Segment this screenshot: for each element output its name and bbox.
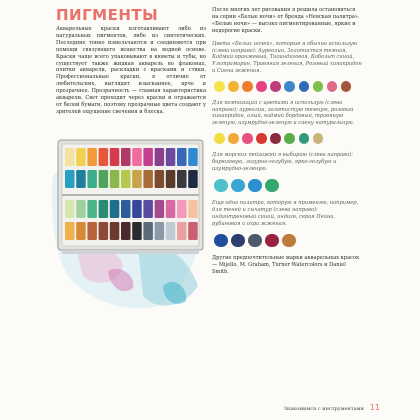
footer-section-title: Знакомимся с инструментами bbox=[283, 406, 364, 412]
paint-pan bbox=[110, 148, 120, 166]
color-swatch bbox=[228, 81, 239, 92]
left-column bbox=[56, 26, 206, 116]
paint-pan bbox=[121, 148, 131, 166]
paint-pan bbox=[132, 148, 142, 166]
paint-pan bbox=[155, 222, 165, 240]
caption-flowers: Для композиций с цветами я использую (слева направо): ауреолин, золотистую темную, розовый хинакридон, алый, кадмий бордовый, травяную зеленую, изумрудно-зеленую и сиену натуральную. bbox=[212, 99, 355, 127]
paint-pan bbox=[132, 170, 142, 188]
paint-pan bbox=[87, 148, 97, 166]
paint-pan bbox=[65, 170, 75, 188]
outro-text: Другие предпочтительные марки акварельных красок — Mijello, M. Graham, Turner Watercolors и Daniel Smith. bbox=[212, 255, 360, 275]
paint-pan bbox=[65, 200, 75, 218]
paint-pan bbox=[121, 222, 131, 240]
paint-pan bbox=[65, 148, 75, 166]
color-swatch bbox=[242, 133, 253, 144]
paint-pan bbox=[155, 170, 165, 188]
swatch-row-3 bbox=[214, 179, 362, 193]
left-paragraph: Акварельные краски изготавливают либо из натуральных пигментов, либо из синтетических. Последние тонко измельчаются и соединяются при помощи связующего вещества на водной основе. Краски чаще всего упаковывают в кюветы и тубы, но существует также жидкая акварель во флаконах, плитки акварели, раскладки с красками и стики. Профессиональные краски, в отличие от любительских, выглядят изысканнее, ярче и прозрачнее. Прозрачность — главная характеристика акварели. Свет проходит через краски и отражается от белой бумаги, поэтому прозрачные цвета создают у зрителей ощущение свечения и блеска. bbox=[56, 26, 206, 115]
paint-pan bbox=[188, 222, 198, 240]
page-number: 11 bbox=[369, 403, 380, 412]
color-swatch bbox=[265, 234, 279, 248]
color-swatch bbox=[341, 81, 352, 92]
paint-pan bbox=[166, 170, 176, 188]
color-swatch bbox=[248, 234, 262, 248]
color-swatch bbox=[231, 234, 245, 248]
paint-pan bbox=[188, 170, 198, 188]
paint-pan bbox=[87, 200, 97, 218]
paint-pan bbox=[76, 170, 86, 188]
paint-pan bbox=[76, 148, 86, 166]
color-swatch bbox=[270, 133, 281, 144]
color-swatch bbox=[242, 81, 253, 92]
paint-pan bbox=[166, 222, 176, 240]
page-title: ПИГМЕНТЫ bbox=[56, 6, 159, 24]
color-swatch bbox=[256, 81, 267, 92]
paint-pan bbox=[177, 200, 187, 218]
color-swatch bbox=[299, 133, 310, 144]
color-swatch bbox=[256, 133, 267, 144]
paint-pan bbox=[155, 148, 165, 166]
color-swatch bbox=[299, 81, 310, 92]
paint-pan bbox=[121, 200, 131, 218]
color-swatch bbox=[270, 81, 281, 92]
paint-pan bbox=[188, 200, 198, 218]
paint-pan bbox=[110, 200, 120, 218]
color-swatch bbox=[214, 81, 225, 92]
paint-pan bbox=[87, 222, 97, 240]
paint-pan bbox=[177, 222, 187, 240]
color-swatch bbox=[228, 133, 239, 144]
paint-pan bbox=[99, 200, 109, 218]
right-column bbox=[212, 7, 362, 282]
paint-pan bbox=[132, 200, 142, 218]
swatch-row-1 bbox=[214, 81, 362, 92]
paint-pan bbox=[188, 148, 198, 166]
page-footer bbox=[284, 403, 380, 412]
color-swatch bbox=[214, 179, 228, 193]
color-swatch bbox=[248, 179, 262, 193]
color-swatch bbox=[282, 234, 296, 248]
color-swatch bbox=[214, 234, 228, 248]
caption-sea: Для морских пейзажей я выбираю (слева направо): бирюзовую, лазурно-голубую, ярко-голубую и изумрудно-зеленую. bbox=[212, 151, 354, 172]
color-swatch bbox=[284, 133, 295, 144]
color-swatch bbox=[313, 81, 324, 92]
paint-pan bbox=[110, 222, 120, 240]
paint-pan bbox=[87, 170, 97, 188]
caption-white-nights: Цвета «Белых ночей», которые я обычно использую (слева направо): Ауреолин, Золотистая темная, Кадмий оранжевый, Тиоиндиговая, Кобальт синий, Ультрамарин, Травяная зеленая, Розовый хинакридон и Сиена жженая. bbox=[212, 40, 362, 75]
paint-pan bbox=[99, 170, 109, 188]
paint-pan bbox=[143, 170, 153, 188]
paint-pan bbox=[143, 222, 153, 240]
paint-pan bbox=[143, 148, 153, 166]
paint-pan bbox=[65, 222, 75, 240]
paint-pan bbox=[110, 170, 120, 188]
paint-pan bbox=[99, 148, 109, 166]
watercolor-palette-illustration bbox=[48, 136, 208, 316]
color-swatch bbox=[231, 179, 245, 193]
caption-shadows: Еще одна палитра, которую я применяю, например, для теней и сычатур (слева направо): индантреновый синий, индиго, серая Пейна, рубиновая и охра жженая. bbox=[212, 200, 359, 227]
swatch-row-4 bbox=[214, 234, 362, 248]
paint-pan bbox=[177, 170, 187, 188]
paint-pan bbox=[132, 222, 142, 240]
color-swatch bbox=[265, 179, 279, 193]
color-swatch bbox=[284, 81, 295, 92]
color-swatch bbox=[214, 133, 225, 144]
paint-pan bbox=[166, 148, 176, 166]
paint-pan bbox=[76, 200, 86, 218]
paint-pan bbox=[155, 200, 165, 218]
paint-pan bbox=[76, 222, 86, 240]
swatch-row-2 bbox=[214, 133, 362, 144]
color-swatch bbox=[313, 133, 324, 144]
paint-pan bbox=[121, 170, 131, 188]
color-swatch bbox=[327, 81, 338, 92]
intro-text: После многих лет рисования я решила остановиться на серии «Белые ночи» от бренда «Невская палитра». «Белые ночи» — высоко пигментированные, яркие и недорогие краски. bbox=[212, 7, 360, 34]
paint-pan bbox=[166, 200, 176, 218]
paint-pan bbox=[143, 200, 153, 218]
paint-pan bbox=[177, 148, 187, 166]
paint-pan bbox=[99, 222, 109, 240]
